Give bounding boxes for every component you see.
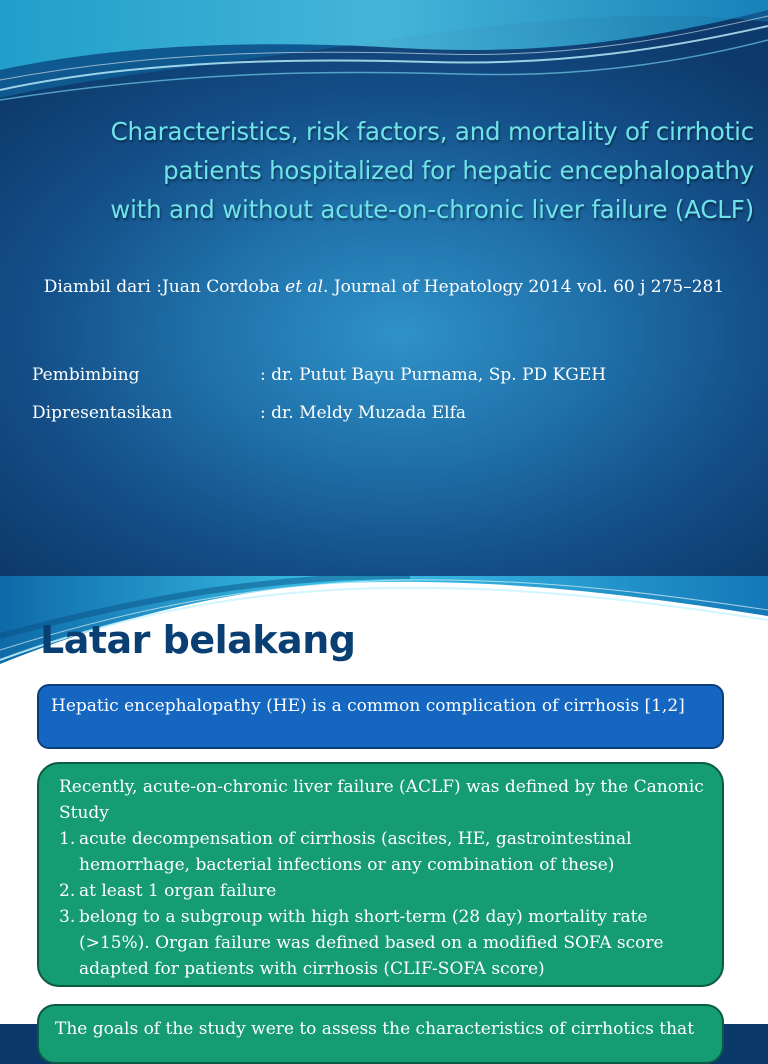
list-text: belong to a subgroup with high short-term (28 day) mortality rate (>15%). Organ failure was defined based on a modified SOFA score adapted for patients with cirrhosis (CLIF-SOFA score) bbox=[79, 907, 664, 979]
background-box-aclf bbox=[37, 762, 724, 987]
presentation-title bbox=[14, 112, 754, 229]
list-number: 1. bbox=[59, 829, 76, 849]
aclf-criteria-list bbox=[59, 826, 704, 982]
list-item bbox=[59, 878, 704, 904]
list-text: acute decompensation of cirrhosis (ascites, HE, gastrointestinal hemorrhage, bacterial infections or any combination of these) bbox=[79, 829, 632, 875]
wave-decoration bbox=[0, 0, 768, 120]
list-number: 3. bbox=[59, 907, 76, 927]
background-box-he: Hepatic encephalopathy (HE) is a common complication of cirrhosis [1,2] bbox=[37, 684, 724, 749]
study-goals-box: The goals of the study were to assess the characteristics of cirrhotics that bbox=[37, 1004, 724, 1064]
presenter-label: Dipresentasikan bbox=[32, 403, 173, 423]
title-line: with and without acute-on-chronic liver failure (ACLF) bbox=[110, 195, 754, 224]
title-line: patients hospitalized for hepatic encephalopathy bbox=[163, 156, 754, 185]
list-number: 2. bbox=[59, 881, 76, 901]
slide-heading: Latar belakang bbox=[40, 618, 356, 662]
aclf-intro: Recently, acute-on-chronic liver failure (ACLF) was defined by the Canonic Study bbox=[59, 777, 704, 823]
source-italic: et al bbox=[285, 277, 324, 297]
title-line: Characteristics, risk factors, and mortality of cirrhotic bbox=[110, 117, 754, 146]
presenter-row bbox=[32, 403, 466, 423]
content-slide bbox=[0, 576, 768, 1039]
supervisor-value: : dr. Putut Bayu Purnama, Sp. PD KGEH bbox=[260, 365, 607, 385]
source-citation bbox=[0, 277, 768, 297]
supervisor-row bbox=[32, 365, 606, 385]
presenter-value: : dr. Meldy Muzada Elfa bbox=[260, 403, 467, 423]
source-prefix: Diambil dari :Juan Cordoba bbox=[43, 277, 286, 297]
list-item bbox=[59, 904, 704, 982]
source-suffix: . Journal of Hepatology 2014 vol. 60 j 275–281 bbox=[323, 277, 725, 297]
supervisor-label: Pembimbing bbox=[32, 365, 140, 385]
list-text: at least 1 organ failure bbox=[79, 881, 277, 901]
list-item bbox=[59, 826, 704, 878]
